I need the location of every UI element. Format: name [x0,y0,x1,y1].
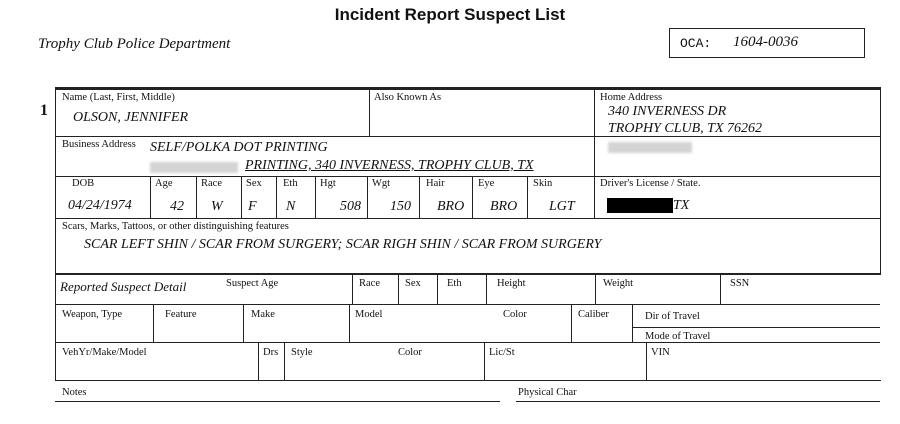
model-label: Model [355,309,383,320]
hgt-label: Hgt [320,178,336,189]
home-address-label: Home Address [600,92,663,103]
style-label: Style [291,347,313,358]
scars-label: Scars, Marks, Tattoos, or other distinguishing features [62,221,289,232]
sex-value: F [248,199,257,214]
department-name: Trophy Club Police Department [38,36,231,52]
reported-detail-title: Reported Suspect Detail [60,279,187,294]
reported-sex-label: Sex [405,278,421,289]
vin-label: VIN [651,347,670,358]
oca-box [669,28,865,58]
suspect-age-label: Suspect Age [226,278,279,289]
make-label: Make [251,309,275,320]
oca-value: 1604-0036 [733,34,798,50]
wgt-label: Wgt [372,178,391,189]
wgt-value: 150 [390,199,411,214]
dob-value: 04/24/1974 [68,198,132,213]
caliber-label: Caliber [578,309,609,320]
blurred-text [608,142,692,153]
reported-eth-label: Eth [447,278,462,289]
eye-value: BRO [490,199,518,214]
hair-label: Hair [426,178,445,189]
oca-label: OCA: [680,36,712,51]
blurred-text [150,162,238,173]
race-value: W [211,199,223,214]
drivers-license-label: Driver's License / State. [600,178,701,189]
dob-label: DOB [72,178,95,189]
sex-label: Sex [246,178,262,189]
redaction-bar [607,198,673,213]
drivers-license-state: TX [673,198,690,213]
vehicle-year-make-model-label: VehYr/Make/Model [62,347,147,358]
business-address-label: Business Address [62,139,136,150]
reported-ssn-label: SSN [730,278,750,289]
home-address-line2: TROPHY CLUB, TX 76262 [608,121,763,136]
page-title: Incident Report Suspect List [334,5,566,24]
aka-label: Also Known As [374,92,442,103]
reported-weight-label: Weight [603,278,634,289]
doors-label: Drs [263,347,279,358]
skin-value: LGT [549,199,575,214]
dir-of-travel-label: Dir of Travel [645,311,700,322]
notes-label: Notes [62,387,87,398]
suspect-number: 1 [40,102,48,119]
name-label: Name (Last, First, Middle) [62,92,175,103]
reported-race-label: Race [359,278,380,289]
weapon-type-label: Weapon, Type [62,309,123,320]
home-address-line1: 340 INVERNESS DR [608,104,727,119]
eye-label: Eye [478,178,495,189]
age-value: 42 [170,199,184,214]
hair-value: BRO [437,199,465,214]
suspect-name: OLSON, JENNIFER [73,110,189,125]
feature-label: Feature [165,309,197,320]
mode-of-travel-label: Mode of Travel [645,331,711,342]
business-address-line2: PRINTING, 340 INVERNESS, TROPHY CLUB, TX [245,158,534,173]
age-label: Age [155,178,173,189]
hgt-value: 508 [340,199,361,214]
race-label: Race [201,178,222,189]
weapon-color-label: Color [503,309,527,320]
scars-value: SCAR LEFT SHIN / SCAR FROM SURGERY; SCAR RIGH SHIN / SCAR FROM SURGERY [84,237,602,252]
eth-value: N [286,199,296,214]
business-address-line1: SELF/POLKA DOT PRINTING [150,140,328,155]
vehicle-color-label: Color [398,347,422,358]
license-state-label: Lic/St [489,347,515,358]
skin-label: Skin [533,178,553,189]
eth-label: Eth [283,178,298,189]
reported-height-label: Height [497,278,526,289]
physical-char-label: Physical Char [518,387,577,398]
